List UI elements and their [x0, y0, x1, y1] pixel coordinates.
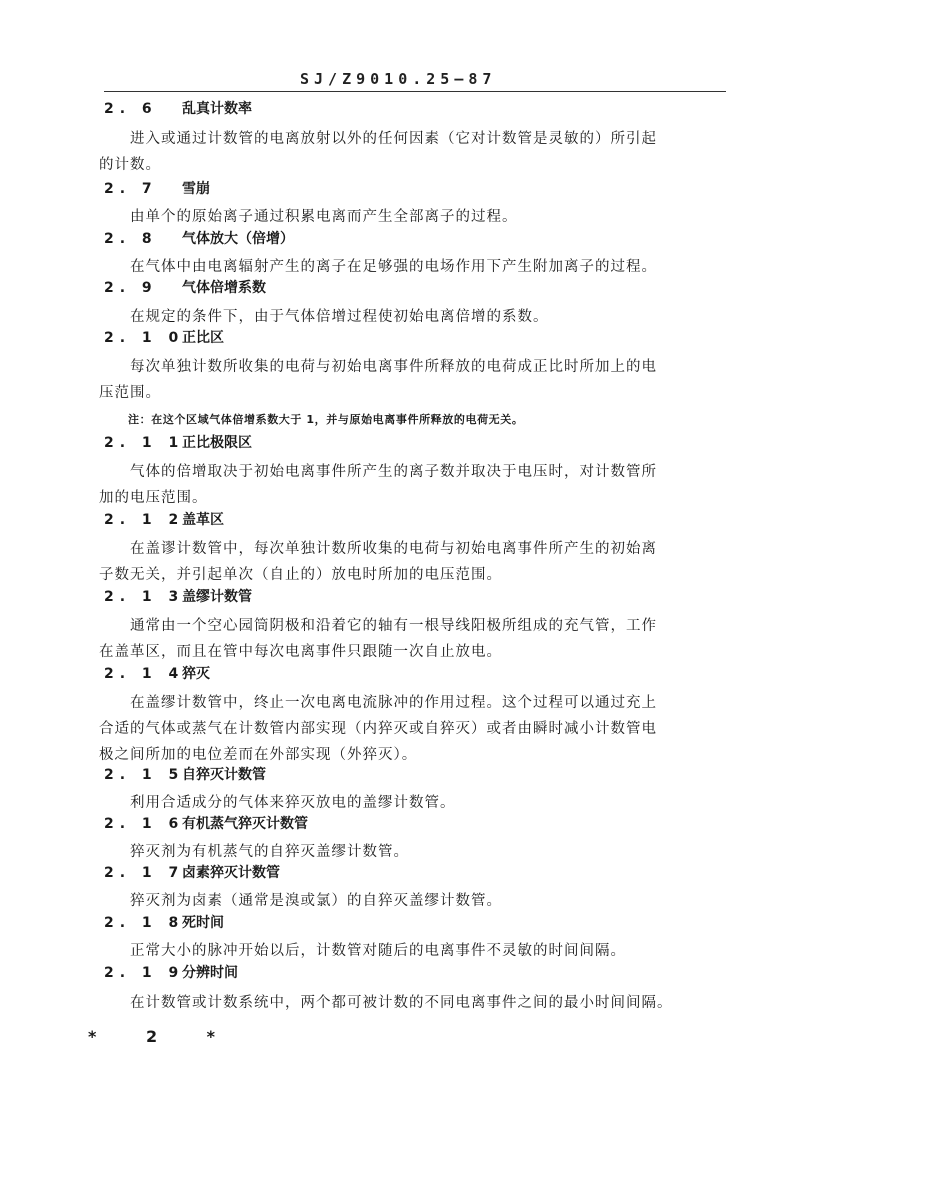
- term-heading: [104, 228, 294, 248]
- definition-line: 压范围。: [99, 385, 161, 401]
- term-number: 2. 1 3: [104, 589, 185, 605]
- term-heading: [104, 663, 210, 683]
- term-title: 正比区: [182, 330, 224, 346]
- term-number: 2. 1 2: [104, 512, 185, 528]
- term-title: 盖革区: [182, 512, 224, 528]
- definition-line: 在规定的条件下，由于气体倍增过程使初始电离倍增的系数。: [130, 309, 549, 325]
- term-heading: [104, 178, 210, 198]
- term-number: 2. 1 5: [104, 767, 185, 783]
- definition-line: 每次单独计数所收集的电荷与初始电离事件所释放的电荷成正比时所加上的电: [130, 359, 657, 375]
- term-title: 死时间: [182, 915, 224, 931]
- term-title: 有机蒸气猝灭计数管: [182, 816, 308, 832]
- definition-line: 合适的气体或蒸气在计数管内部实现（内猝灭或自猝灭）或者由瞬时减小计数管电: [99, 721, 657, 737]
- term-heading: [104, 98, 252, 118]
- term-title: 卤素猝灭计数管: [182, 865, 280, 881]
- header-rule: [104, 91, 726, 92]
- term-heading: [104, 327, 224, 347]
- term-number: 2. 6: [104, 101, 158, 117]
- definition-line: 正常大小的脉冲开始以后，计数管对随后的电离事件不灵敏的时间间隔。: [130, 943, 626, 959]
- standard-code-header: SJ/Z9010.25—87: [300, 70, 497, 88]
- term-heading: [104, 962, 238, 982]
- term-number: 2. 1 0: [104, 330, 185, 346]
- term-title: 雪崩: [182, 181, 210, 197]
- term-title: 自猝灭计数管: [182, 767, 266, 783]
- definition-line: 极之间所加的电位差而在外部实现（外猝灭）。: [99, 747, 418, 763]
- term-heading: [104, 509, 224, 529]
- definition-line: 在盖谬计数管中，每次单独计数所收集的电荷与初始电离事件所产生的初始离: [130, 541, 657, 557]
- definition-line: 加的电压范围。: [99, 490, 208, 506]
- term-number: 2. 1 1: [104, 435, 185, 451]
- term-heading: [104, 813, 308, 833]
- definition-line: 利用合适成分的气体来猝灭放电的盖缪计数管。: [130, 795, 456, 811]
- term-number: 2. 1 7: [104, 865, 185, 881]
- definition-line: 子数无关，并引起单次（自止的）放电时所加的电压范围。: [99, 567, 502, 583]
- term-number: 2. 7: [104, 181, 158, 197]
- term-heading: [104, 277, 266, 297]
- term-heading: [104, 586, 252, 606]
- definition-line: 进入或通过计数管的电离放射以外的任何因素（它对计数管是灵敏的）所引起: [130, 131, 657, 147]
- definition-line: 由单个的原始离子通过积累电离而产生全部离子的过程。: [130, 209, 518, 225]
- term-title: 乱真计数率: [182, 101, 252, 117]
- term-title: 猝灭: [182, 666, 210, 682]
- term-heading: [104, 862, 280, 882]
- definition-line: 猝灭剂为卤素（通常是溴或氯）的自猝灭盖缪计数管。: [130, 893, 502, 909]
- term-title: 分辨时间: [182, 965, 238, 981]
- definition-note: 注：在这个区域气体倍增系数大于 1，并与原始电离事件所释放的电荷无关。: [128, 413, 524, 426]
- definition-line: 的计数。: [99, 157, 161, 173]
- definition-line: 在盖革区，而且在管中每次电离事件只跟随一次自止放电。: [99, 644, 502, 660]
- page-number: * 2 *: [88, 1027, 238, 1046]
- term-number: 2. 1 4: [104, 666, 185, 682]
- term-title: 盖缪计数管: [182, 589, 252, 605]
- definition-line: 猝灭剂为有机蒸气的自猝灭盖缪计数管。: [130, 844, 409, 860]
- term-number: 2. 8: [104, 231, 158, 247]
- term-heading: [104, 912, 224, 932]
- definition-line: 通常由一个空心园筒阴极和沿着它的轴有一根导线阳极所组成的充气管，工作: [130, 618, 657, 634]
- definition-line: 在盖缪计数管中，终止一次电离电流脉冲的作用过程。这个过程可以通过充上: [130, 695, 657, 711]
- definition-line: 在气体中由电离辐射产生的离子在足够强的电场作用下产生附加离子的过程。: [130, 259, 657, 275]
- definition-line: 在计数管或计数系统中，两个都可被计数的不同电离事件之间的最小时间间隔。: [130, 995, 673, 1011]
- term-number: 2. 1 6: [104, 816, 185, 832]
- definition-line: 气体的倍增取决于初始电离事件所产生的离子数并取决于电压时，对计数管所: [130, 464, 657, 480]
- term-number: 2. 1 8: [104, 915, 185, 931]
- term-number: 2. 9: [104, 280, 158, 296]
- term-title: 正比极限区: [182, 435, 252, 451]
- term-heading: [104, 432, 252, 452]
- term-title: 气体放大（倍增）: [182, 231, 294, 247]
- term-number: 2. 1 9: [104, 965, 185, 981]
- term-title: 气体倍增系数: [182, 280, 266, 296]
- term-heading: [104, 764, 266, 784]
